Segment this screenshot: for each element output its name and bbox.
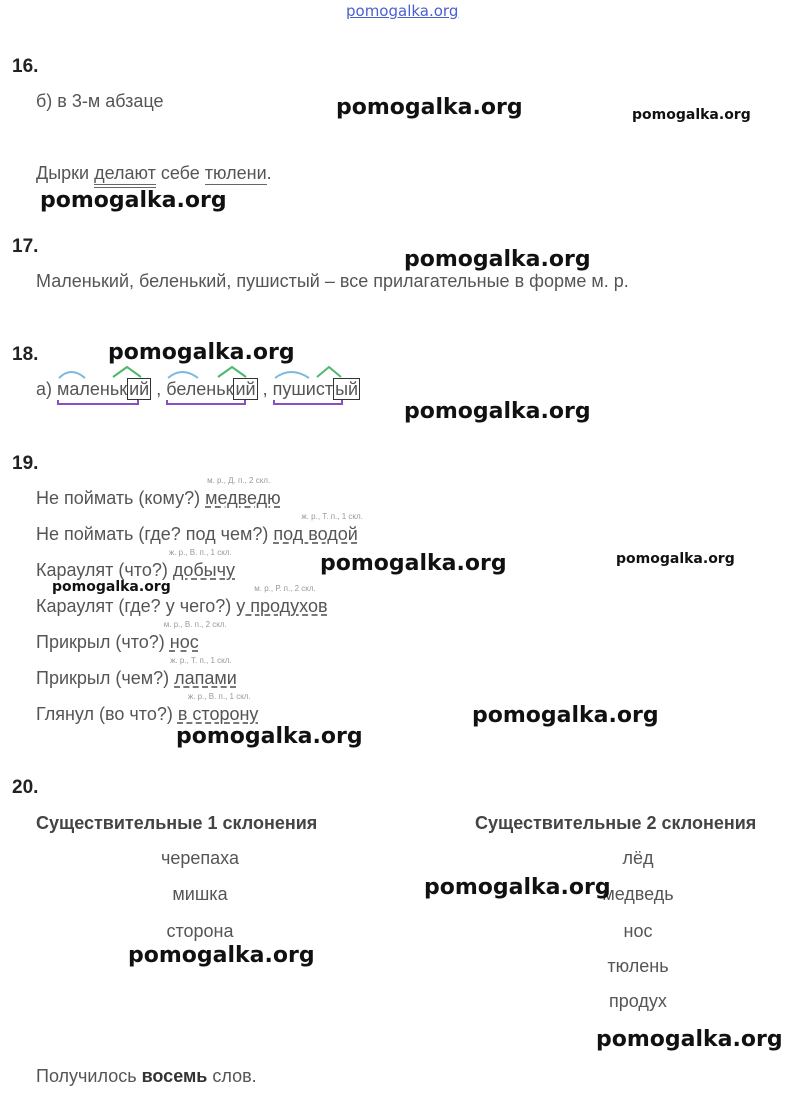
watermark: pomogalka.org [176,724,363,749]
grammar-note: м. р., Д. п., 2 скл. [207,476,271,485]
case-answer: медведю [205,488,281,508]
exercise-20-number: 20. [12,777,39,798]
column-2-item: тюлень [607,956,669,976]
word-malenkiy [57,379,151,400]
watermark: pomogalka.org [108,340,295,365]
root-suffix-marks [273,365,373,379]
result-text: Получилось [36,1066,142,1086]
exercise-16-sentence [36,163,272,184]
subject-word: тюлени [204,163,267,183]
watermark: pomogalka.org [472,703,659,728]
separator: , [151,379,167,399]
stem-underline [166,400,246,405]
case-answer-wrap [273,512,363,544]
grammar-note: ж. р., В. п., 1 скл. [187,692,251,701]
watermark: pomogalka.org [424,875,611,900]
case-answer-wrap [205,476,281,508]
case-row [36,692,259,725]
case-answer-wrap [163,620,227,652]
result-count: восемь [141,1066,208,1086]
case-question: Прикрыл (что?) [36,632,170,652]
case-row [36,548,235,581]
case-answer: лапами [174,668,237,688]
case-answer: добычу [172,560,235,580]
watermark-top[interactable]: pomogalka.org [346,2,459,20]
case-answer-wrap [236,584,328,616]
case-answer-wrap [168,548,235,580]
root-suffix-marks [57,365,165,379]
word-stem: беленьк [166,379,234,399]
word-belenkiy [166,379,257,400]
column-1-item: черепаха [161,848,239,868]
watermark: pomogalka.org [404,399,591,424]
case-row [36,620,227,653]
column-2-item: нос [623,921,653,941]
separator: , [257,379,273,399]
word-pushistyy [273,379,361,400]
column-2-item: медведь [602,884,674,904]
exercise-16-number: 16. [12,56,39,77]
case-answer: у продухов [236,596,328,616]
watermark: pomogalka.org [596,1027,783,1052]
grammar-note: м. р., В. п., 2 скл. [163,620,227,629]
watermark: pomogalka.org [632,107,751,123]
root-suffix-marks [166,365,274,379]
watermark: pomogalka.org [40,188,227,213]
case-question: Караулят (где? у чего?) [36,596,237,616]
case-answer: под водой [273,524,358,544]
case-answer-wrap [177,692,259,724]
watermark: pomogalka.org [52,579,171,595]
word-stem: маленьк [57,379,128,399]
case-answer: нос [169,632,199,652]
watermark: pomogalka.org [320,551,507,576]
case-question: Не поймать (где? под чем?) [36,524,274,544]
result-text: слов. [207,1066,257,1086]
grammar-note: ж. р., Т. п., 1 скл. [170,656,232,665]
column-1-header: Существительные 1 склонения [36,813,318,833]
watermark: pomogalka.org [616,551,735,567]
case-row [36,656,237,689]
word-count-result [36,1066,257,1087]
word-ending: ий [129,379,150,399]
item-label: а) [36,379,58,399]
column-1-item: сторона [166,921,234,941]
predicate-word: делают [94,163,156,188]
word-ending: ый [335,379,359,399]
grammar-note: ж. р., В. п., 1 скл. [168,548,232,557]
word-stem: пушист [272,379,334,399]
stem-underline [57,400,139,405]
case-answer-wrap [170,656,237,688]
watermark: pomogalka.org [128,943,315,968]
case-question: Караулят (что?) [36,560,173,580]
sentence-word: Дырки [36,163,95,183]
column-2-header: Существительные 2 склонения [475,813,757,833]
case-question: Глянул (во что?) [36,704,178,724]
sentence-punct: . [266,163,272,183]
exercise-18-morphemes [36,379,360,400]
case-question: Прикрыл (чем?) [36,668,175,688]
case-row [36,512,363,545]
grammar-note: м. р., Р. п., 2 скл. [254,584,316,593]
case-question: Не поймать (кому?) [36,488,206,508]
watermark: pomogalka.org [336,95,523,120]
case-answer: в сторону [177,704,259,724]
sentence-word: себе [155,163,205,183]
word-ending: ий [235,379,256,399]
stem-underline [273,400,343,405]
exercise-16-answer: б) в 3-м абзаце [36,91,164,111]
exercise-18-number: 18. [12,344,39,365]
case-row [36,476,281,509]
exercise-17-number: 17. [12,236,39,257]
exercise-17-answer: Маленький, беленький, пушистый – все прилагательные в форме м. р. [36,271,629,291]
column-2-item: лёд [622,848,654,868]
column-2-item: продух [609,991,667,1011]
watermark: pomogalka.org [404,247,591,272]
exercise-19-number: 19. [12,453,39,474]
grammar-note: ж. р., Т. п., 1 скл. [301,512,363,521]
column-1-item: мишка [172,884,228,904]
